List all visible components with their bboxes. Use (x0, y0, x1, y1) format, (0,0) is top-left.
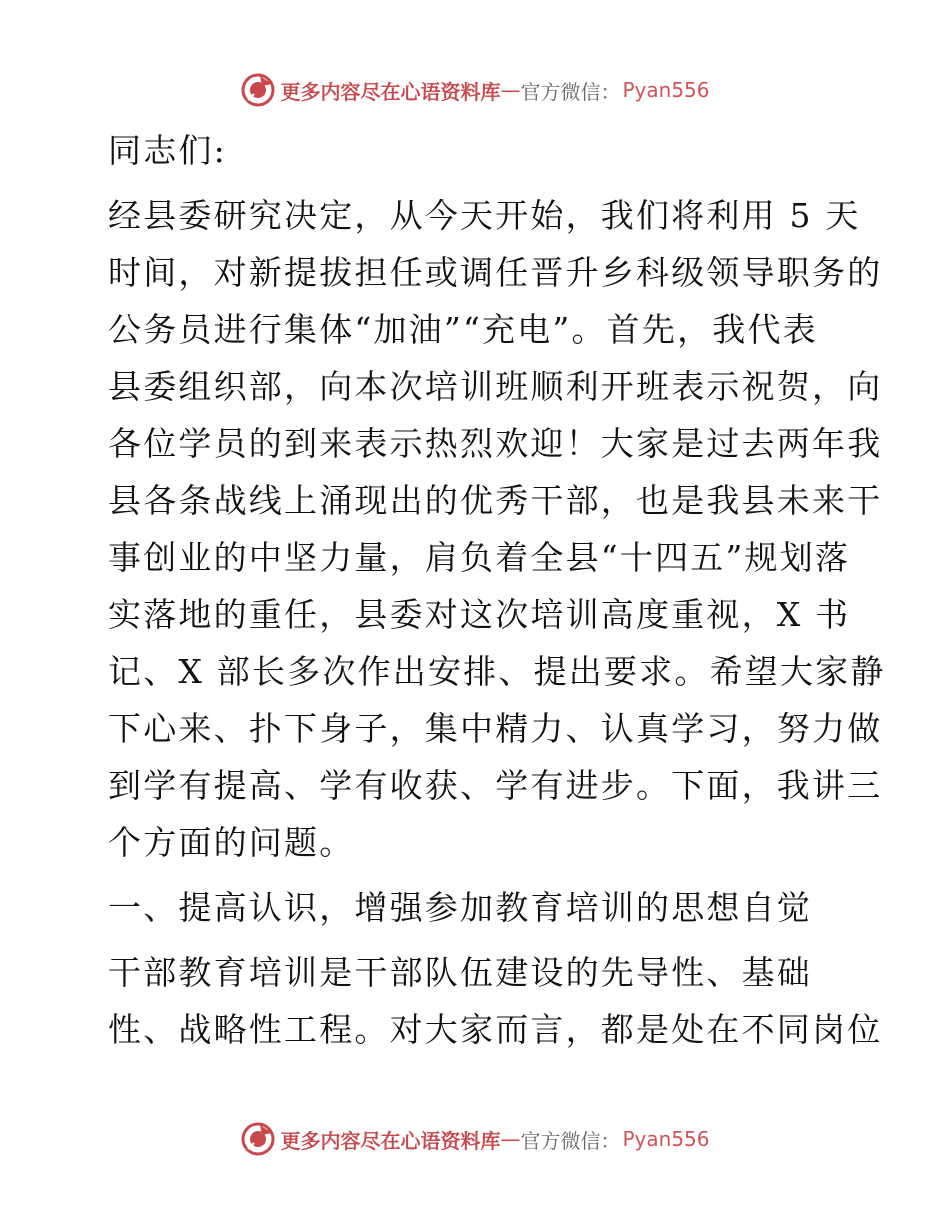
text-line: 个方面的问题。 (108, 823, 355, 862)
text-line: 干部教育培训是干部队伍建设的先导性、基础 (108, 953, 812, 992)
text-line: 经县委研究决定，从今天开始，我们将利用 5 天 (108, 196, 861, 235)
watermark-dash: — (500, 78, 521, 102)
text-line: 下心来、扑下身子，集中精力、认真学习，努力做 (108, 709, 883, 748)
paragraph-section-1 (98, 944, 883, 1058)
watermark-id-text: Pyan556 (622, 1127, 710, 1151)
text-line: 实落地的重任，县委对这次培训高度重视，X 书 (108, 595, 851, 634)
text-line: 县委组织部，向本次培训班顺利开班表示祝贺，向 (108, 367, 883, 406)
text-line: 各位学员的到来表示热烈欢迎！大家是过去两年我 (108, 424, 883, 463)
watermark-side-text: 官方微信： (520, 1128, 621, 1153)
text-line: 时间，对新提拔担任或调任晋升乡科级领导职务的 (108, 253, 883, 292)
watermark-id-text: Pyan556 (622, 78, 710, 102)
watermark-main-text: 更多内容尽在心语资料库 (280, 79, 501, 104)
greeting: 同志们: (108, 131, 227, 170)
watermark-banner-bottom (0, 1119, 950, 1159)
watermark-side-text: 官方微信： (520, 79, 621, 104)
text-line: 记、X 部长多次作出安排、提出要求。希望大家静 (108, 652, 886, 691)
watermark-logo-icon (240, 1121, 276, 1157)
text-line: 性、战略性工程。对大家而言，都是处在不同岗位 (108, 1010, 883, 1049)
watermark-dash: — (500, 1127, 521, 1151)
paragraph-intro (98, 187, 886, 871)
document-body (98, 122, 886, 1066)
text-line: 县各条战线上涌现出的优秀干部，也是我县未来干 (108, 481, 883, 520)
text-line: 到学有提高、学有收获、学有进步。下面，我讲三 (108, 766, 883, 805)
watermark-banner-top (0, 70, 950, 110)
watermark-main-text: 更多内容尽在心语资料库 (280, 1128, 501, 1153)
text-line: 事创业的中坚力量，肩负着全县“十四五”规划落 (108, 538, 851, 577)
text-line: 公务员进行集体“加油”“充电”。首先，我代表 (108, 310, 818, 349)
watermark-logo-icon (240, 72, 276, 108)
section-heading-1: 一、提高认识，增强参加教育培训的思想自觉 (108, 888, 812, 927)
